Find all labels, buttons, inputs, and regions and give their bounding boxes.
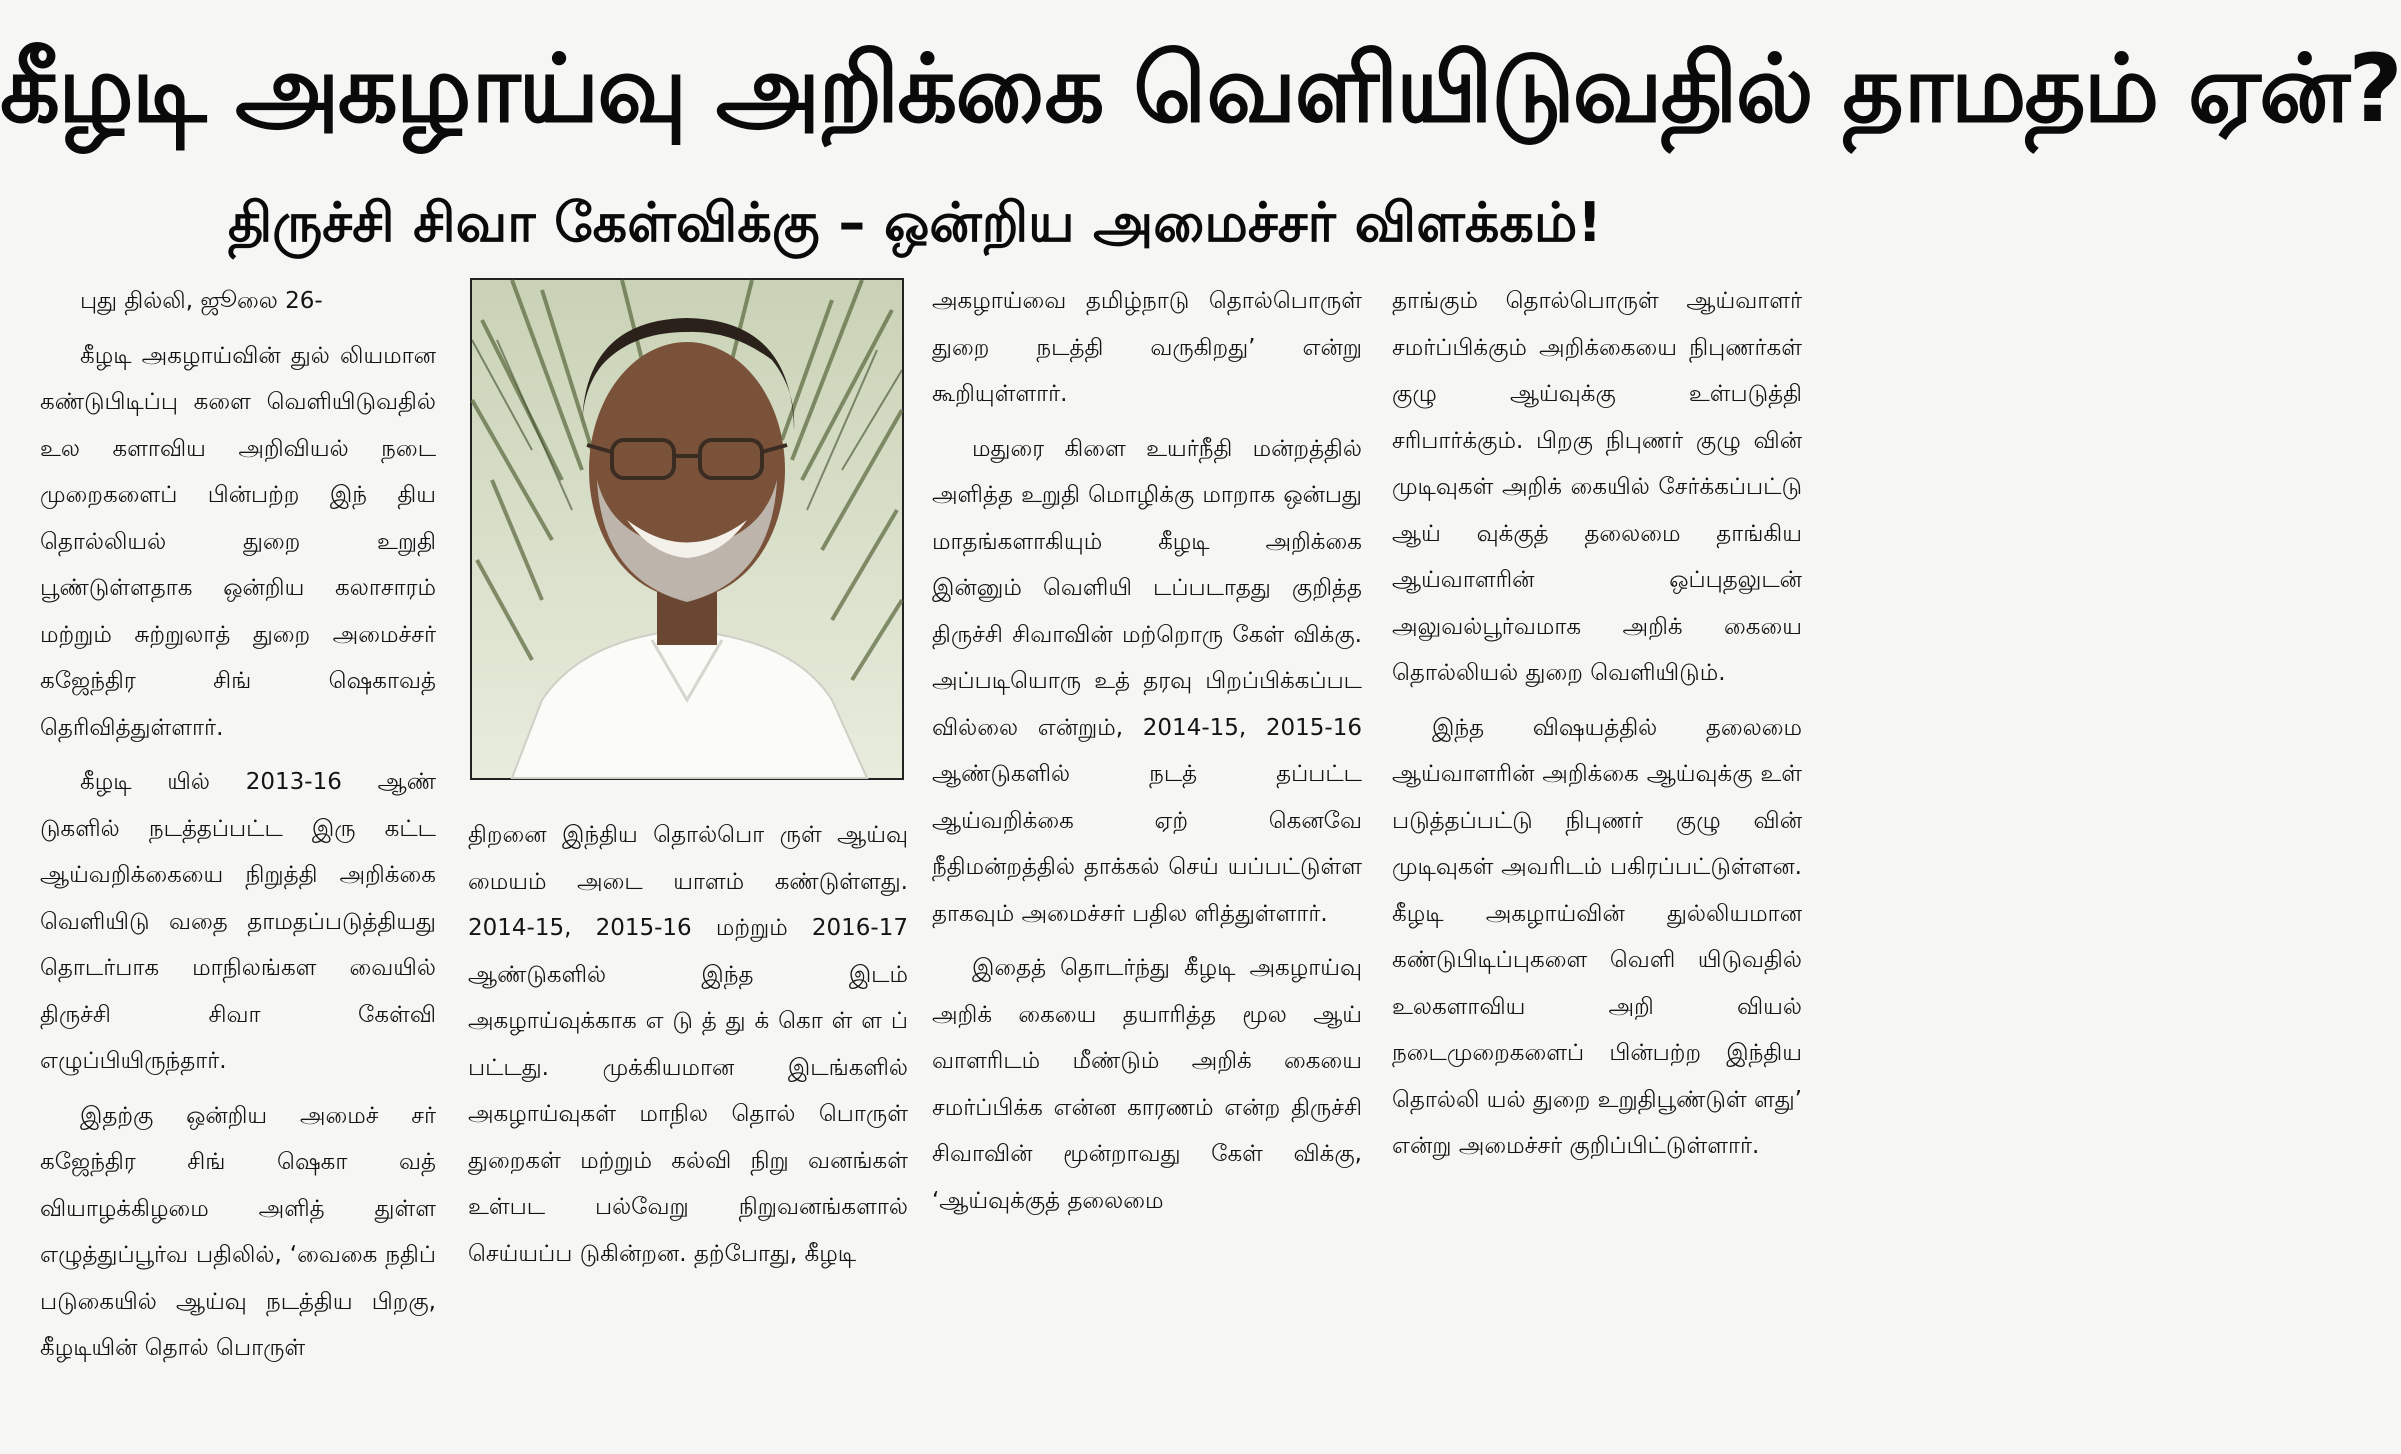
paragraph: திறனை இந்திய தொல்பொ ருள் ஆய்வு மையம் அடை யாளம் கண்டுள்ளது. 2014-15, 2015-16 மற்றும் 2016-17 ஆண்டுகளில் இந்த இடம் அகழாய்வுக்காக எ டு த் து க் கொ ள் ள ப் பட்டது. முக்கியமான இடங்களில் அகழாய்வுகள் மாநில தொல் பொருள் துறைகள் மற்றும் கல்வி நிறு வனங்கள் உள்பட பல்வேறு நிறுவனங்களால் செய்யப்ப டுகின்றன. தற்போது, கீழடி [468,822,908,1267]
article-column-2 [468,812,908,1448]
article-column-1 [40,278,436,1448]
portrait-photo [470,278,904,780]
article-column-4 [1392,278,1802,1448]
paragraph: இந்த விஷயத்தில் தலைமை ஆய்வாளரின் அறிக்கை ஆய்வுக்கு உள் படுத்தப்பட்டு நிபுணர் குழு வின் முடிவுகள் அவரிடம் பகிரப்பட்டுள்ளன. கீழடி அகழாய்வின் துல்லியமான கண்டுபிடிப்புகளை வெளி யிடுவதில் உலகளாவிய அறி வியல் நடைமுறைகளைப் பின்பற்ற இந்திய தொல்லி யல் துறை உறுதிபூண்டுள் ளது’ என்று அமைச்சர் குறிப்பிட்டுள்ளார். [1392,714,1802,1159]
dateline: புது தில்லி, ஜூலை 26- [80,288,323,314]
article-column-3 [932,278,1362,1448]
paragraph: இதற்கு ஒன்றிய அமைச் சர் கஜேந்திர சிங் ஷெகா வத் வியாழக்கிழமை அளித் துள்ள எழுத்துப்பூர்வ பதிலில், ‘வைகை நதிப் படுகையில் ஆய்வு நடத்திய பிறகு, கீழடியின் தொல் பொருள் [40,1102,436,1361]
subheadline: திருச்சி சிவா கேள்விக்கு – ஒன்றிய அமைச்சர் விளக்கம்! [228,191,1602,254]
paragraph: தாங்கும் தொல்பொருள் ஆய்வாளர் சமர்ப்பிக்கும் அறிக்கையை நிபுணர்கள் குழு ஆய்வுக்கு உள்படுத்தி சரிபார்க்கும். பிறகு நிபுணர் குழு வின் முடிவுகள் அறிக் கையில் சேர்க்கப்பட்டு ஆய் வுக்குத் தலைமை தாங்கிய ஆய்வாளரின் ஒப்புதலுடன் அலுவல்பூர்வமாக அறிக் கையை தொல்லியல் துறை வெளியிடும். [1392,288,1802,686]
paragraph: இதைத் தொடர்ந்து கீழடி அகழாய்வு அறிக் கையை தயாரித்த மூல ஆய் வாளரிடம் மீண்டும் அறிக் கையை சமர்ப்பிக்க என்ன காரணம் என்ற திருச்சி சிவாவின் மூன்றாவது கேள் விக்கு, ‘ஆய்வுக்குத் தலைமை [932,955,1362,1214]
headline: கீழடி அகழாய்வு அறிக்கை வெளியிடுவதில் தாமதம் ஏன்? [0,35,2401,144]
paragraph: மதுரை கிளை உயர்நீதி மன்றத்தில் அளித்த உறுதி மொழிக்கு மாறாக ஒன்பது மாதங்களாகியும் கீழடி அறிக்கை இன்னும் வெளியி டப்படாதது குறித்த திருச்சி சிவாவின் மற்றொரு கேள் விக்கு. அப்படியொரு உத் தரவு பிறப்பிக்கப்பட வில்லை என்றும், 2014-15, 2015-16 ஆண்டுகளில் நடத் தப்பட்ட ஆய்வறிக்கை ஏற் கெனவே நீதிமன்றத்தில் தாக்கல் செய் யப்பட்டுள்ள தாகவும் அமைச்சர் பதில ளித்துள்ளார். [932,435,1362,927]
paragraph: கீழடி அகழாய்வின் துல் லியமான கண்டுபிடிப்பு களை வெளியிடுவதில் உல களாவிய அறிவியல் நடை முறைகளைப் பின்பற்ற இந் திய தொல்லியல் துறை உறுதி பூண்டுள்ளதாக ஒன்றிய கலாசாரம் மற்றும் சுற்றுலாத் துறை அமைச்சர் கஜேந்திர சிங் ஷெகாவத் தெரிவித்துள்ளார். [40,342,436,741]
paragraph: அகழாய்வை தமிழ்நாடு தொல்பொருள் துறை நடத்தி வருகிறது’ என்று கூறியுள்ளார். [932,288,1362,407]
portrait-illustration [472,280,902,778]
paragraph: கீழடி யில் 2013-16 ஆண் டுகளில் நடத்தப்பட்ட இரு கட்ட ஆய்வறிக்கையை நிறுத்தி அறிக்கை வெளியிடு வதை தாமதப்படுத்தியது தொடர்பாக மாநிலங்கள வையில் திருச்சி சிவா கேள்வி எழுப்பியிருந்தார். [40,769,436,1074]
